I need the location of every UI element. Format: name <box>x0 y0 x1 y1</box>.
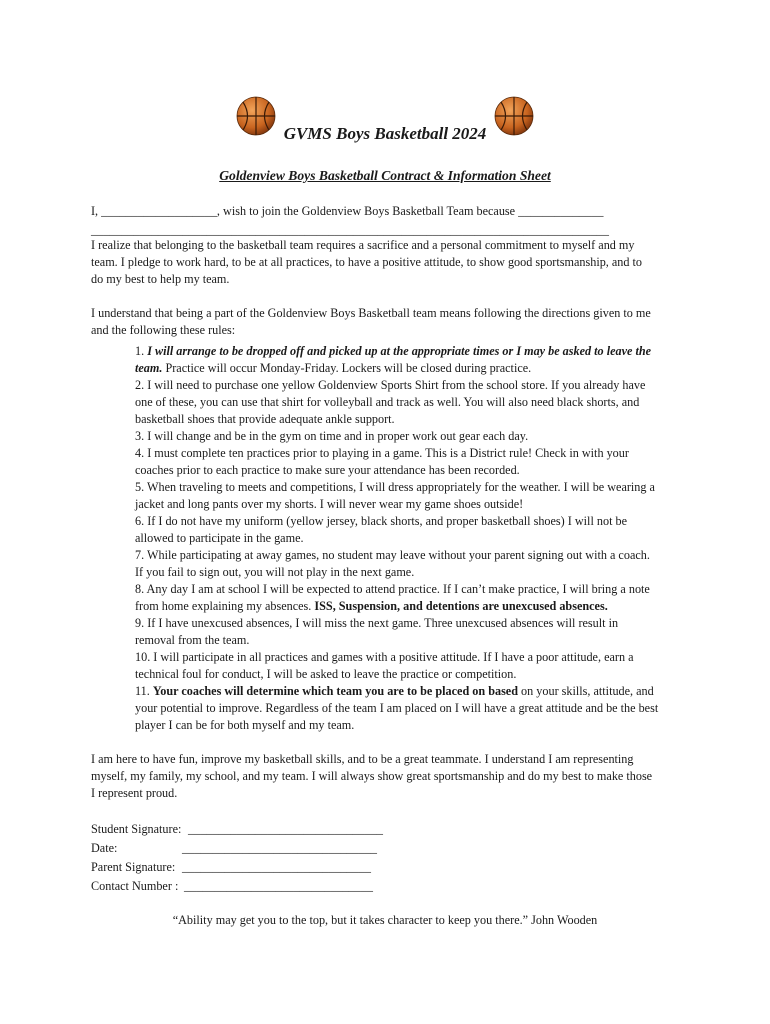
rule-11 <box>135 683 683 734</box>
rule-9 <box>135 615 683 649</box>
rule-text: 5. When traveling to meets and competitions, I will dress appropriately for the weather. I will be wearing a <box>135 480 655 494</box>
date-field[interactable]: ________________________________ <box>182 841 377 855</box>
rule-text: 9. If I have unexcused absences, I will miss the next game. Three unexcused absences will result in <box>135 616 619 630</box>
contact-number-label: Contact Number : <box>91 879 179 893</box>
rule-text: 6. If I do not have my uniform (yellow jersey, black shorts, and proper basketball shoes) I will not be <box>135 514 628 528</box>
paragraph-line: I represent proud. <box>91 786 178 800</box>
paragraph-line: team. I pledge to work hard, to be at all practices, to have a positive attitude, to show good sportsmanship, and to <box>91 255 643 269</box>
rule-7 <box>135 547 683 581</box>
rule-text: technical foul for conduct, I will be asked to leave the practice or competition. <box>135 667 517 681</box>
parent-signature-label: Parent Signature: <box>91 860 176 874</box>
rule-number: 11. <box>135 684 153 698</box>
paragraph-line: do my best to help my team. <box>91 272 230 286</box>
paragraph-line: I realize that belonging to the basketball team requires a sacrifice and a personal commitment to myself and my <box>91 238 635 252</box>
rule-text: jacket and long pants over my shorts. I will never wear my game shoes outside! <box>135 497 524 511</box>
rule-emphasis: Your coaches will determine which team you are to be placed on based <box>152 684 518 698</box>
date-row[interactable] <box>91 840 491 859</box>
rule-10 <box>135 649 683 683</box>
document-subtitle: Goldenview Boys Basketball Contract & Information Sheet <box>219 168 551 183</box>
rule-text: coaches prior to each practice to make sure your attendance has been recorded. <box>135 463 520 477</box>
commitment-paragraph <box>91 237 681 288</box>
rule-text: 2. I will need to purchase one yellow Goldenview Sports Shirt from the school store. If you already have <box>135 378 646 392</box>
basketball-icon <box>494 96 534 136</box>
student-signature-label: Student Signature: <box>91 822 182 836</box>
rule-emphasis: team. <box>135 361 163 375</box>
rule-text: If you fail to sign out, you will not play in the next game. <box>135 565 415 579</box>
signature-block <box>91 821 491 897</box>
rule-text: Practice will occur Monday-Friday. Lockers will be closed during practice. <box>162 361 532 375</box>
rule-text: on your skills, attitude, and <box>518 684 654 698</box>
rule-text: allowed to participate in the game. <box>135 531 304 545</box>
paragraph-line: I am here to have fun, improve my basketball skills, and to be a great teammate. I understand I am representing <box>91 752 634 766</box>
rule-text: one of these, you can use that shirt for volleyball and track as well. You will also need black shorts, and <box>135 395 640 409</box>
intro-fill-in <box>91 203 681 239</box>
rule-text: 10. I will participate in all practices and games with a positive attitude. If I have a poor attitude, earn a <box>135 650 634 664</box>
paragraph-line: I understand that being a part of the Goldenview Boys Basketball team means following the directions given to me <box>91 306 651 320</box>
intro-line: I, ___________________, wish to join the Goldenview Boys Basketball Team because ______________ <box>91 204 604 218</box>
rule-text: 3. I will change and be in the gym on time and in proper work out gear each day. <box>135 429 529 443</box>
parent-signature-row[interactable] <box>91 859 491 878</box>
date-label: Date: <box>91 841 118 855</box>
contact-number-field[interactable]: _______________________________ <box>184 879 373 893</box>
rule-text: removal from the team. <box>135 633 250 647</box>
closing-quote: “Ability may get you to the top, but it takes character to keep you there.” John Wooden <box>172 913 598 927</box>
rule-text: your potential to improve. Regardless of the team I am placed on I will have a great attitude and be the best <box>135 701 659 715</box>
student-signature-field[interactable]: ________________________________ <box>188 822 383 836</box>
rule-2 <box>135 377 683 428</box>
paragraph-line: and the following these rules: <box>91 323 236 337</box>
student-signature-row[interactable] <box>91 821 491 840</box>
rule-text: 7. While participating at away games, no student may leave without your parent signing out with a coach. <box>135 548 650 562</box>
rule-emphasis: ISS, Suspension, and detentions are unexcused absences. <box>314 599 608 613</box>
header <box>0 94 770 143</box>
rule-1 <box>135 343 683 377</box>
rule-text: player I can be for both myself and my team. <box>135 718 355 732</box>
rule-text: basketball shoes that provide adequate ankle support. <box>135 412 395 426</box>
rules-list <box>135 343 683 734</box>
paragraph-line: myself, my family, my school, and my team. I will always show great sportsmanship and do my best to make those <box>91 769 653 783</box>
rules-intro-paragraph <box>91 305 681 339</box>
rule-5 <box>135 479 683 513</box>
rule-8 <box>135 581 683 615</box>
intro-line: _____________________________________________________________________________________ <box>91 223 609 237</box>
page-title: GVMS Boys Basketball 2024 <box>283 124 487 143</box>
rule-emphasis: I will arrange to be dropped off and picked up at the appropriate times or I may be asked to leave the <box>147 344 652 358</box>
rule-4 <box>135 445 683 479</box>
rule-number: 1. <box>135 344 148 358</box>
rule-text: 4. I must complete ten practices prior to playing in a game. This is a District rule! Check in with your <box>135 446 629 460</box>
rule-3 <box>135 428 683 445</box>
rule-text: 8. Any day I am at school I will be expected to attend practice. If I can’t make practice, I will bring a note <box>135 582 650 596</box>
parent-signature-field[interactable]: _______________________________ <box>182 860 371 874</box>
contact-number-row[interactable] <box>91 878 491 897</box>
closing-paragraph <box>91 751 681 802</box>
rule-6 <box>135 513 683 547</box>
rule-text: from home explaining my absences. <box>135 599 315 613</box>
